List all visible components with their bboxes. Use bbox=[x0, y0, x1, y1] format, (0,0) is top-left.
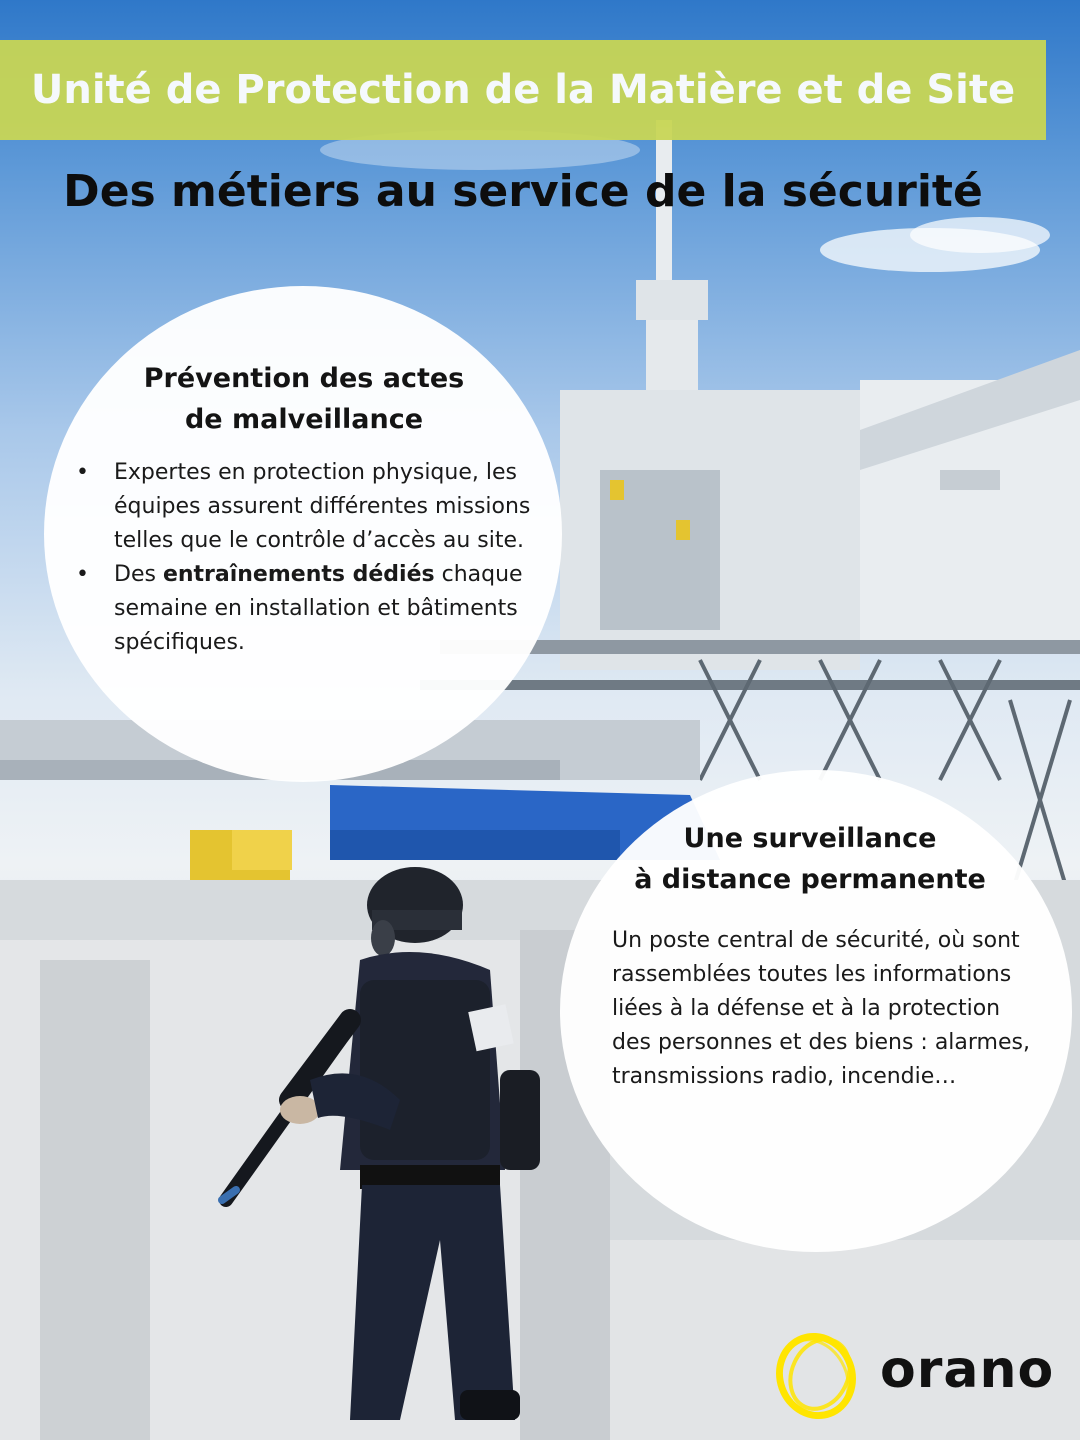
prevention-title-line1: Prévention des actes bbox=[143, 363, 465, 394]
bullet-text-before: Des bbox=[114, 562, 163, 587]
orano-logo bbox=[770, 1328, 1060, 1424]
prevention-card bbox=[44, 286, 562, 782]
orano-ring-icon bbox=[770, 1328, 866, 1424]
prevention-card-title bbox=[104, 358, 504, 440]
surveillance-title-line1: Une surveillance bbox=[683, 823, 937, 854]
list-item bbox=[74, 456, 544, 558]
bullet-text: Expertes en protection physique, les équipes assurent différentes missions telles que le contrôle d’accès au site. bbox=[114, 460, 531, 553]
bullet-text-bold: entraînements dédiés bbox=[162, 562, 435, 587]
title-banner bbox=[0, 40, 1046, 140]
surveillance-card bbox=[560, 770, 1072, 1252]
list-item bbox=[74, 558, 544, 660]
prevention-title-line2: de malveillance bbox=[184, 404, 424, 435]
bullet-text-after: chaque semaine en installation et bâtiments spécifiques. bbox=[114, 562, 523, 655]
prevention-bullet-list bbox=[74, 456, 544, 660]
surveillance-card-title bbox=[600, 818, 1020, 900]
surveillance-paragraph: Un poste central de sécurité, où sont rassemblées toutes les informations liées à la défense et à la protection des personnes et des biens : alarmes, transmissions radio, incendie… bbox=[612, 928, 1030, 1089]
bullet-icon: • bbox=[76, 460, 89, 485]
bullet-icon: • bbox=[76, 562, 89, 587]
page-headline: Des métiers au service de la sécurité bbox=[63, 166, 983, 217]
orano-wordmark: orano bbox=[880, 1340, 1055, 1400]
banner-title: Unité de Protection de la Matière et de Site bbox=[30, 67, 1016, 113]
surveillance-title-line2: à distance permanente bbox=[634, 864, 986, 895]
